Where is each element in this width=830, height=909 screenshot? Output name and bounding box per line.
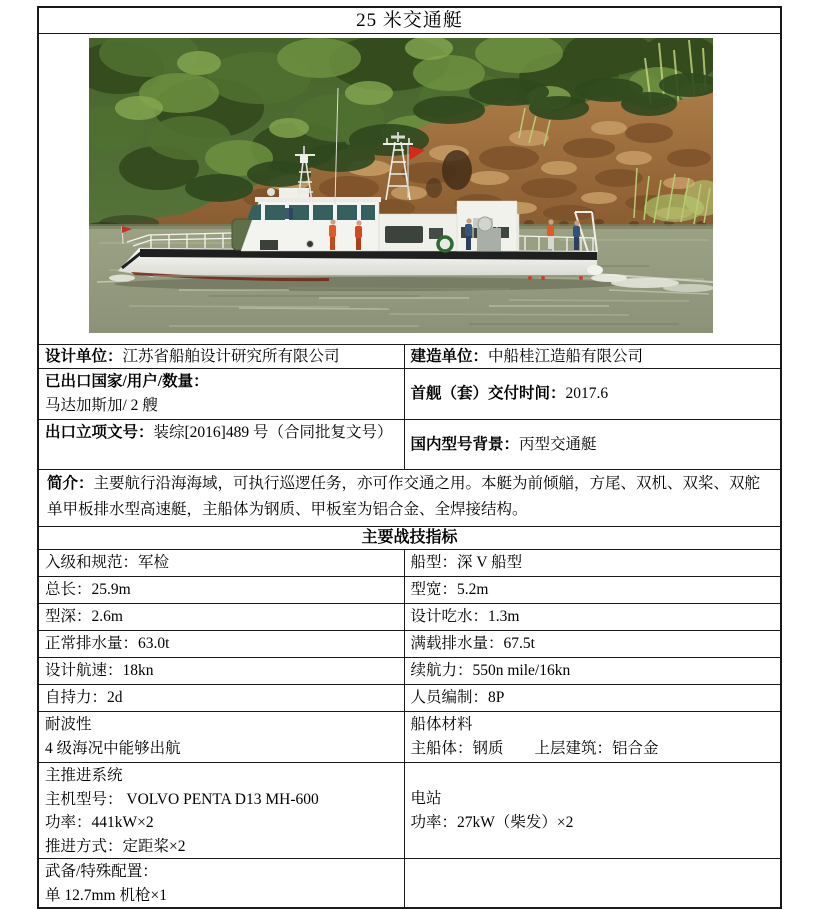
spec-line: 船体材料: [410, 716, 473, 733]
porthole: [307, 241, 314, 248]
spec-line: 主船体：钢质 上层建筑：铝合金: [410, 739, 659, 757]
doc-title: 25 米交通艇: [38, 7, 781, 34]
spec-draft-cell: 设计吃水：1.3m: [404, 604, 781, 631]
delivery-label: 首舰（套）交付时间：: [410, 385, 566, 402]
spec-line: 电站: [410, 790, 442, 807]
spec-row-length: [38, 577, 781, 604]
spec-line: 功率：441kW×2: [45, 814, 154, 831]
build-unit-value: 中船桂江造船有限公司: [488, 347, 644, 365]
hull-reflection: [114, 277, 624, 291]
domestic-model-cell: [404, 420, 781, 470]
spec-depth-cell: 型深：2.6m: [38, 604, 404, 631]
spec-row-weapons: [38, 859, 781, 909]
spec-line: 功率：27kW（柴发）×2: [410, 813, 574, 831]
title-row: [38, 7, 781, 34]
intro-cell: [38, 470, 781, 527]
spec-endurance-cell: 自持力：2d: [38, 685, 404, 712]
intro-row: [38, 470, 781, 527]
section-header: 主要战技指标: [38, 527, 781, 550]
spec-line: 主机型号： VOLVO PENTA D13 MH-600: [45, 790, 319, 808]
spec-row-speed: [38, 658, 781, 685]
export-doc-row: [38, 420, 781, 470]
spec-crew-cell: 人员编制：8P: [404, 685, 781, 712]
design-unit-value: 江苏省船舶设计研究所有限公司: [122, 347, 340, 365]
spec-row-endurance: [38, 685, 781, 712]
spec-line: 4 级海况中能够出航: [45, 739, 181, 757]
spec-line: 耐波性: [45, 716, 92, 733]
spec-beam-cell: 型宽：5.2m: [404, 577, 781, 604]
build-unit-cell: [404, 345, 781, 369]
spec-row-displacement: [38, 631, 781, 658]
spec-line: 推进方式：定距桨×2: [45, 837, 186, 855]
design-unit-label: 设计单位：: [45, 347, 123, 365]
spec-sheet-table: [37, 6, 782, 909]
export-value: 马达加斯加/ 2 艘: [45, 397, 158, 414]
helmsman: [285, 208, 293, 219]
section-header-row: [38, 527, 781, 550]
spec-normal-displacement-cell: 正常排水量：63.0t: [38, 631, 404, 658]
export-label: 已出口国家/用户/数量：: [45, 373, 209, 390]
spec-range-cell: 续航力：550n mile/16kn: [404, 658, 781, 685]
domestic-model-label: 国内型号背景：: [410, 435, 520, 453]
boat-hull: [118, 248, 597, 281]
spec-weapons-cell: [38, 859, 404, 909]
spec-propulsion-cell: [38, 763, 404, 859]
life-ring-wreath: [438, 237, 452, 251]
spec-hullform-cell: 船型：深 V 船型: [404, 550, 781, 577]
spec-line: 武备/特殊配置：: [45, 863, 158, 880]
photo-row: [38, 34, 781, 345]
units-row: [38, 345, 781, 369]
design-unit-cell: [38, 345, 404, 369]
photo-cell: [38, 34, 781, 345]
spec-class-cell: 入级和规范：军检: [38, 550, 404, 577]
spec-hull-material-cell: [404, 712, 781, 763]
spec-row-depth: [38, 604, 781, 631]
spec-full-displacement-cell: 满载排水量：67.5t: [404, 631, 781, 658]
boat-photo: [89, 38, 713, 333]
spec-power-station-cell: [404, 763, 781, 859]
export-cell: [38, 369, 404, 420]
domestic-model-value: 丙型交通艇: [519, 435, 597, 453]
build-unit-label: 建造单位：: [410, 347, 489, 365]
spec-length-cell: 总长：25.9m: [38, 577, 404, 604]
delivery-cell: [404, 369, 781, 420]
export-doc-value: 装综[2016]489 号（合同批复文号）: [153, 424, 393, 441]
export-doc-label: 出口立项文号：: [45, 424, 154, 441]
spec-row-propulsion: [38, 763, 781, 859]
spec-line: 主推进系统: [45, 767, 123, 784]
bank-shadow: [442, 150, 472, 190]
export-row: [38, 369, 781, 420]
intro-text: 主要航行沿海海域，可执行巡逻任务，亦可作交通之用。本艇为前倾艏，方尾、双机、双桨、双舵单甲板排水型高速艇，主船体为钢质、甲板室为铝合金、全焊接结构。: [47, 475, 761, 518]
spec-row-seakeeping: [38, 712, 781, 763]
intro-label: 简介：: [47, 475, 94, 492]
spec-row-class: [38, 550, 781, 577]
export-doc-cell: [38, 420, 404, 470]
delivery-value: 2017.6: [565, 385, 609, 402]
spec-seakeeping-cell: [38, 712, 404, 763]
spec-speed-cell: 设计航速：18kn: [38, 658, 404, 685]
spec-empty-cell: [404, 859, 781, 909]
spec-line: 单 12.7mm 机枪×1: [45, 886, 167, 904]
